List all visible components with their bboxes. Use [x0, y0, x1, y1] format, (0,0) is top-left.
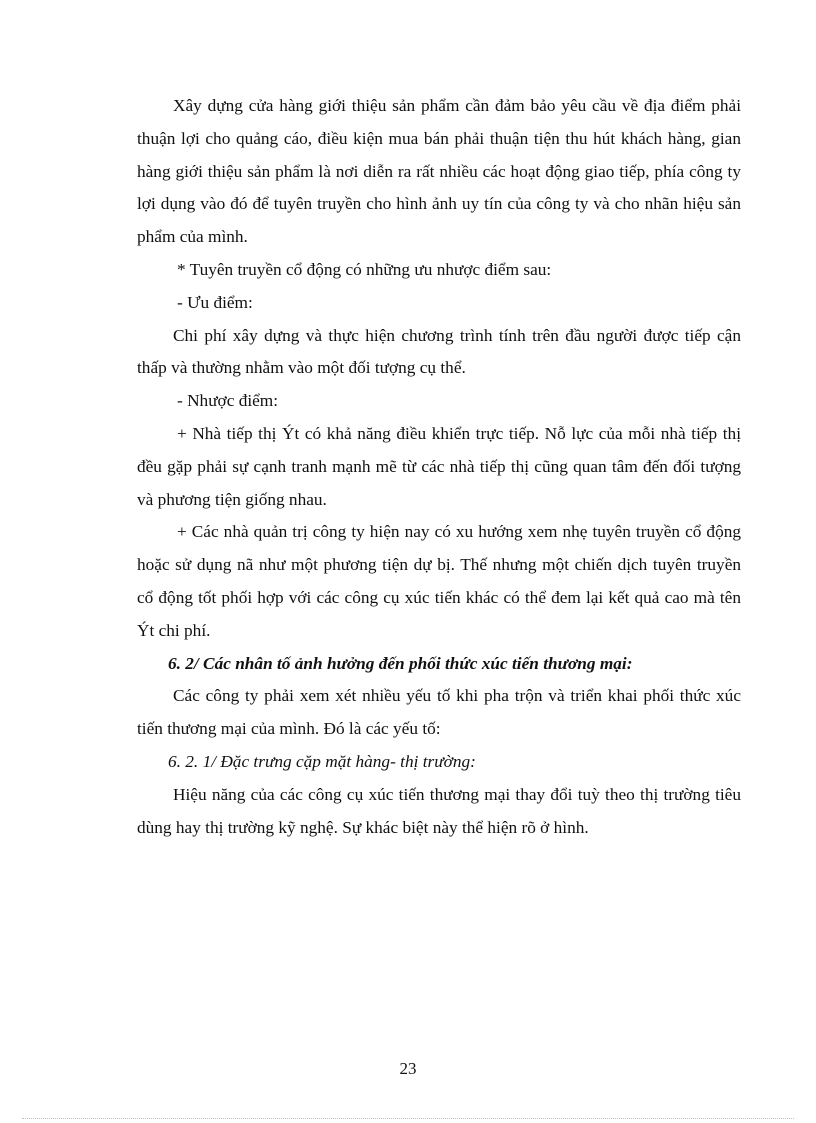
document-body: [137, 90, 741, 844]
subsection-heading-6-2-1: 6. 2. 1/ Đặc trưng cặp mặt hàng- thị trường:: [168, 751, 476, 771]
paragraph-disadvantages-label: - Nhược điểm:: [177, 391, 279, 411]
paragraph-pr-intro: * Tuyên truyền cổ động có những ưu nhược điểm sau:: [177, 259, 552, 279]
paragraph-disadvantage-1: + Nhà tiếp thị Ýt có khả năng điều khiển trực tiếp. Nỗ lực của mỗi nhà tiếp thị đều gặp phải sự cạnh tranh mạnh mẽ từ các nhà tiếp thị cũng quan tâm đến đối tượng và phương tiện giống nhau.: [137, 423, 741, 509]
paragraph-advantages: Chi phí xây dựng và thực hiện chương trình tính trên đầu người được tiếp cận thấp và thường nhằm vào một đối tượng cụ thể.: [137, 325, 741, 378]
page-number: 23: [399, 1059, 417, 1078]
paragraph-effectiveness: Hiệu năng của các công cụ xúc tiến thương mại thay đổi tuỳ theo thị trường tiêu dùng hay thị trường kỹ nghệ. Sự khác biệt này thể hiện rõ ở hình.: [137, 784, 741, 837]
paragraph-advantages-label: - Ưu điểm:: [177, 292, 253, 312]
paragraph-disadvantage-2: + Các nhà quản trị công ty hiện nay có xu hướng xem nhẹ tuyên truyền cổ động hoặc sử dụng nã như một phương tiện dự bị. Thế nhưng một chiến dịch tuyên truyền cổ động tốt phối hợp với các công cụ xúc tiến khác có thể đem lại kết quả cao mà tên Ýt chi phí.: [137, 522, 741, 640]
section-heading-6-2: 6. 2/ Các nhân tố ảnh hưởng đến phối thức xúc tiến thương mại:: [168, 653, 633, 673]
page-bottom-divider: [22, 1118, 794, 1119]
paragraph-factors: Các công ty phải xem xét nhiều yếu tố khi pha trộn và triển khai phối thức xúc tiến thương mại của mình. Đó là các yếu tố:: [137, 686, 741, 739]
paragraph-showroom: Xây dựng cửa hàng giới thiệu sản phẩm cần đảm bảo yêu cầu về địa điểm phải thuận lợi cho quảng cáo, điều kiện mua bán phải thuận tiện thu hút khách hàng, gian hàng giới thiệu sản phẩm là nơi diễn ra rất nhiều các hoạt động giao tiếp, phía công ty lợi dụng vào đó để tuyên truyền cho hình ảnh uy tín của công ty và cho nhãn hiệu sản phẩm của mình.: [137, 96, 741, 247]
